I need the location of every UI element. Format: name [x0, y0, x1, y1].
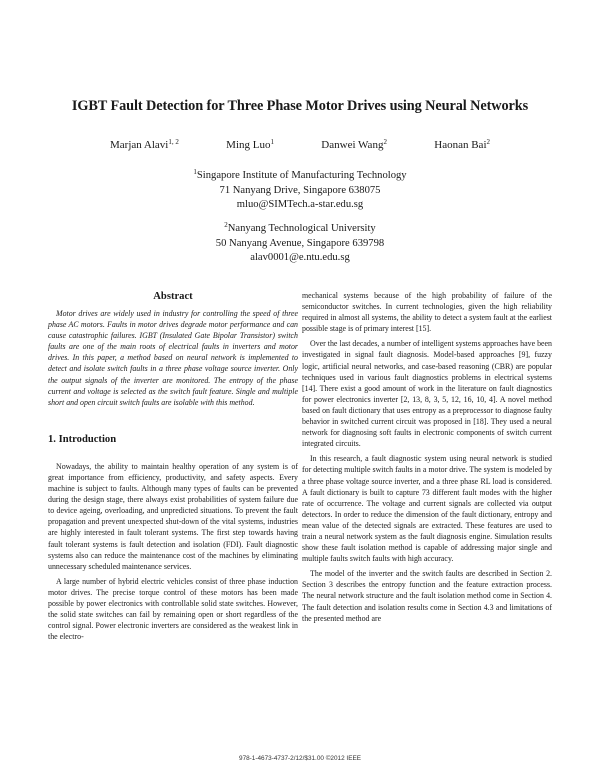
affiliation-email: mluo@SIMTech.a-star.edu.sg [236, 199, 364, 210]
affiliation-email: alav0001@e.ntu.edu.sg [250, 252, 350, 263]
author: Haonan Bai$^2$ [434, 138, 490, 151]
author: Marjan Alavi$^{1, 2}$ [110, 138, 179, 151]
abstract-text: Motor drives are widely used in industry for controlling the speed of three phase AC motors. Faults in motor drives degrade motor performance and can cause catastrophic failures. IGBT (Insulated Gate Bipolar Transistor) switch faults are one of the main roots of electrical faults in inverters and motor drives. In this paper, a method based on neural network is implemented to detect and isolate switch faults in a three phase voltage source inverter. Only the output signals of the inverter are monitored. The entropy of the phase current and voltage is selected as the switch fault feature. Single and multiple short and open circuit switch faults are isolable with this method. [48, 309, 298, 407]
affiliation-1: $^1$Singapore Institute of Manufacturing Technology 71 Nanyang Drive, Singapore 638075 mluo@SIMTech.a-star.edu.sg [100, 169, 500, 213]
affiliation-2: $^2$Nanyang Technological University 50 Nanyang Avenue, Singapore 639798 alav0001@e.ntu.edu.sg [100, 222, 500, 266]
abstract-heading: Abstract [153, 291, 193, 302]
section-heading-introduction: 1. Introduction [48, 433, 117, 445]
left-column [48, 290, 298, 646]
author: Ming Luo$^1$ [226, 138, 274, 151]
author: Danwei Wang$^2$ [321, 138, 387, 151]
body-paragraph: mechanical systems because of the high probability of failure of the semiconductor switches. In current technologies, given the high reliability required in almost all systems, the ability to detect a system fault at the earliest possible stage is of primary interest [15]. [302, 291, 552, 334]
body-paragraph: Nowadays, the ability to maintain healthy operation of any system is of great importance from efficiency, productivity, and safety aspects. Every machine is subject to faults. Although many types of faults can be prevented during the design stage, there always exist probabilities of system failure due to device ageing, overloading, and unpredicted situations. To prevent the fault propagation and prevent unexpected shut-down of the vital systems, industries are highly interested in fault tolerant systems. The first step towards having fault tolerant systems is fault detection and isolation (FDI). Fault diagnostic systems also can reduce the maintenance cost of the machines by eliminating unnecessary scheduled maintenance services. [48, 461, 298, 571]
paper-title: IGBT Fault Detection for Three Phase Motor Drives using Neural Networks [71, 98, 529, 114]
body-paragraph: A large number of hybrid electric vehicles consist of three phase induction motor drives. The precise torque control of these motors has been made possible by power electronics with controllable solid state switches. However, the solid state switches can fail by remaining open or short regardless of the control signal. Power electronic inverters are considered as the weakest link in the electro- [48, 576, 298, 642]
copyright-footer: 978-1-4673-4737-2/12/$31.00 ©2012 IEEE [239, 755, 361, 762]
body-paragraph: In this research, a fault diagnostic system using neural network is studied for detecting multiple switch faults in a motor drive. The system is modeled by a three phase voltage source inverter, and a three phase RL load is considered. A fault dictionary is built to capture 73 different fault modes with the higher rate of occurrence. The voltage and current signals are collected via output detectors. In order to reduce the dimension of the fault dictionary, entropy and mean value of the detected signals are extracted. These features are used to train a neural network system as the fault diagnosis engine. Simulation results show these fault isolation method is capable of addressing major single and multiple faults switch faults with high accuracy. [302, 454, 552, 564]
body-paragraph: Over the last decades, a number of intelligent systems approaches have been investigated in signal fault diagnosis. Model-based approaches [9], fuzzy logic, artificial neural networks, and case-based reasoning (CBR) are popular techniques used in various fault diagnostics problems in electrical systems [14]. There exist a good amount of work in the literature on fault diagnostics for power electronics inverter [2, 13, 8, 3, 5, 12, 16, 10, 4]. A novel method based on fault dictionary that uses entropy as a preprocessor to diagnose faulty behavior in switched current circuit was proposed in [18]. They used a neural network for diagnosing soft faults in electronic components of switch current integrated circuits. [302, 339, 552, 449]
body-paragraph: The model of the inverter and the switch faults are described in Section 2. Section 3 describes the entropy function and the feature extraction process. The neural network structure and the fault isolation method come in Section 4. The fault detection and isolation results come in Section 4.3 and limitations of the presented method are [302, 569, 552, 623]
author-list [110, 138, 490, 152]
right-column [302, 290, 552, 628]
